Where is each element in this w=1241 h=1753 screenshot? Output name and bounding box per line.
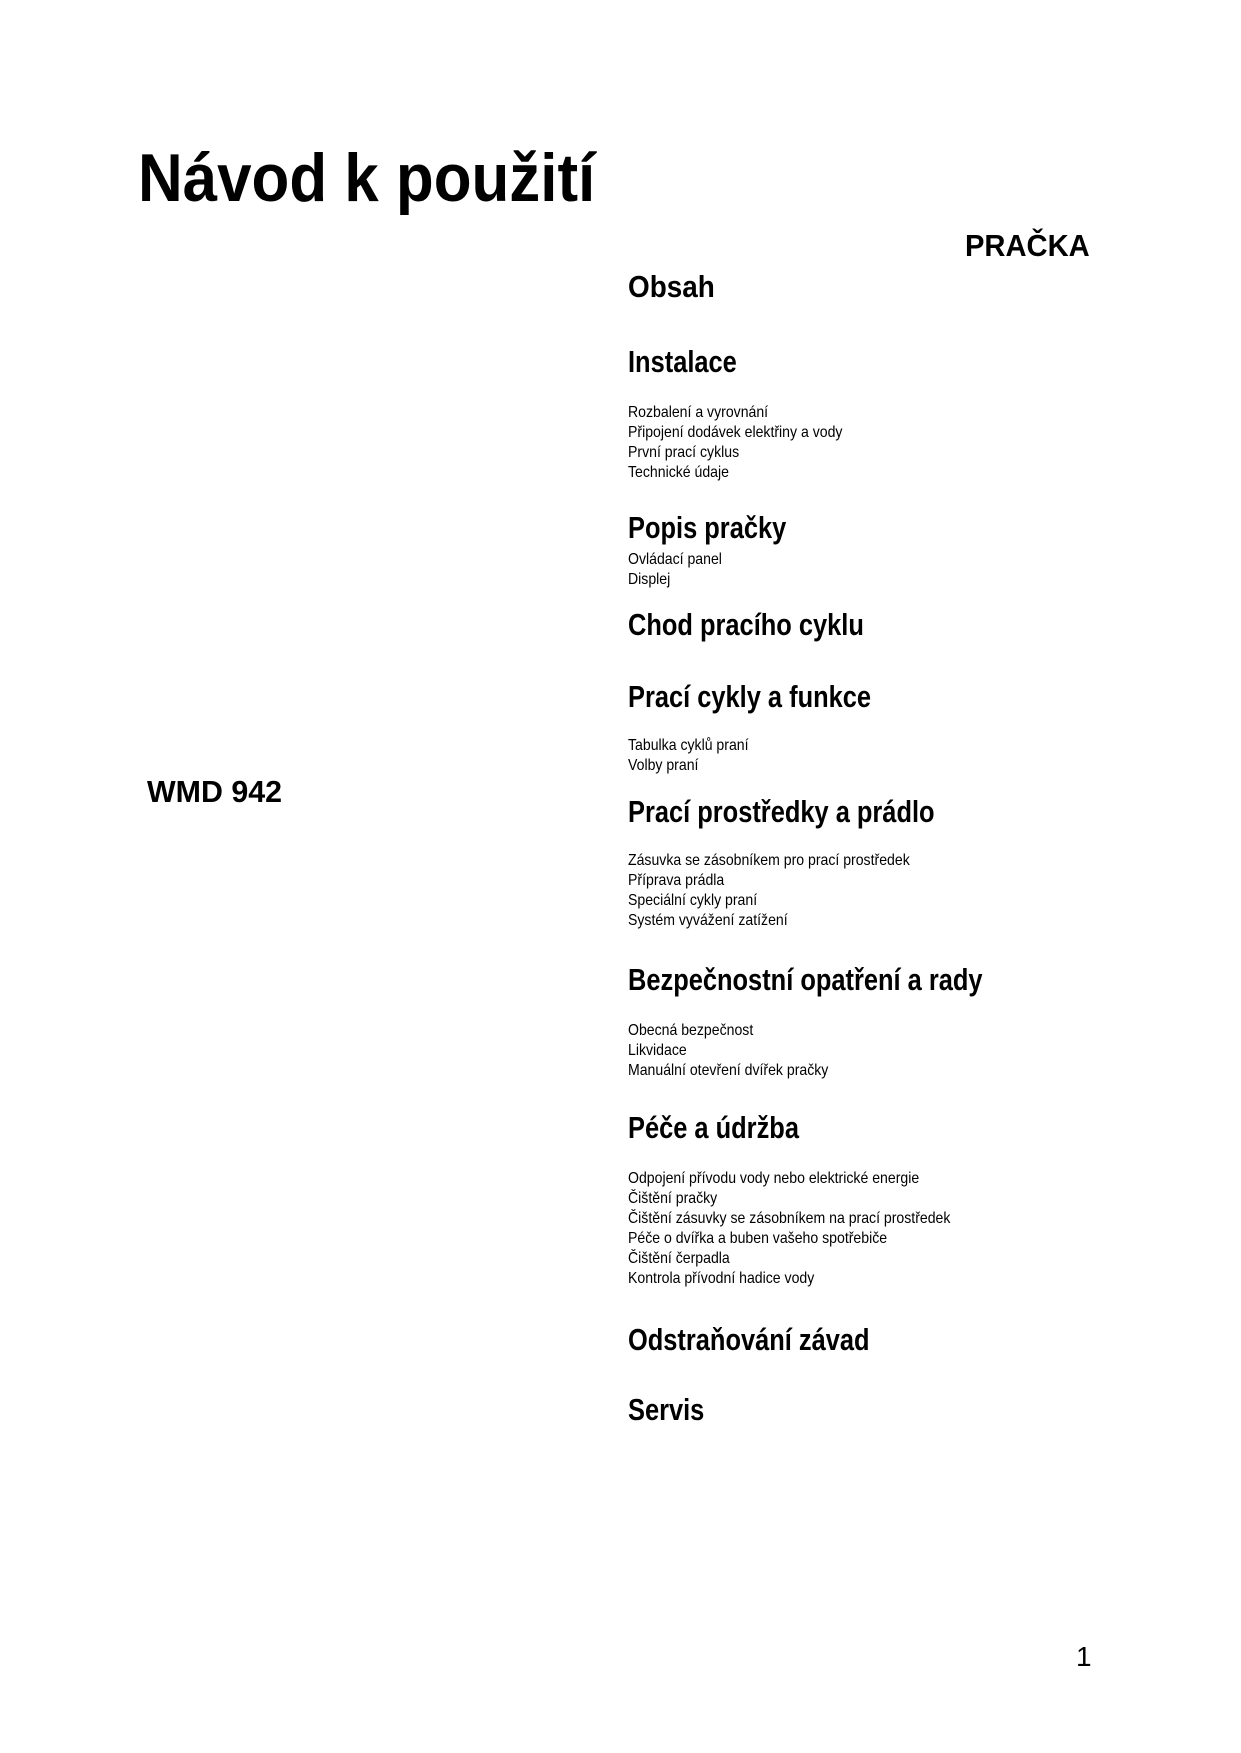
toc-section-heading: Odstraňování závad bbox=[628, 1322, 870, 1357]
toc-section-items bbox=[628, 851, 1188, 931]
appliance-type-label: PRAČKA bbox=[965, 228, 1090, 263]
toc-section-items bbox=[628, 736, 1188, 776]
toc-item: Připojení dodávek elektřiny a vody bbox=[628, 424, 843, 441]
toc-item: Péče o dvířka a buben vašeho spotřebiče bbox=[628, 1230, 888, 1247]
toc-section-heading: Popis pračky bbox=[628, 510, 787, 545]
toc-item: Obecná bezpečnost bbox=[628, 1022, 754, 1039]
toc-section bbox=[628, 1109, 1188, 1289]
toc-item: Ovládací panel bbox=[628, 551, 722, 568]
toc-section-heading: Servis bbox=[628, 1392, 705, 1427]
toc-section-items bbox=[628, 550, 1188, 590]
toc-section bbox=[628, 606, 1188, 644]
toc-sections bbox=[628, 343, 1188, 1429]
model-number: WMD 942 bbox=[147, 774, 283, 809]
toc-item: Příprava prádla bbox=[628, 872, 725, 889]
toc-item: Kontrola přívodní hadice vody bbox=[628, 1270, 815, 1287]
toc-item: Manuální otevření dvířek pračky bbox=[628, 1062, 829, 1079]
toc-item: Čištění pračky bbox=[628, 1190, 718, 1207]
toc-section-items bbox=[628, 1169, 1188, 1289]
toc-item: Displej bbox=[628, 571, 671, 588]
toc-item: Tabulka cyklů praní bbox=[628, 737, 749, 754]
toc-item: Odpojení přívodu vody nebo elektrické energie bbox=[628, 1170, 920, 1187]
toc-section-heading: Chod pracího cyklu bbox=[628, 607, 864, 642]
toc-item: Speciální cykly praní bbox=[628, 892, 758, 909]
toc-section bbox=[628, 961, 1188, 1081]
toc-section-heading: Prací cykly a funkce bbox=[628, 679, 872, 714]
toc-section-heading: Bezpečnostní opatření a rady bbox=[628, 962, 983, 997]
toc-section bbox=[628, 343, 1188, 483]
toc-title: Obsah bbox=[628, 269, 715, 304]
toc-item: Technické údaje bbox=[628, 464, 729, 481]
toc-section bbox=[628, 1321, 1188, 1359]
toc-section bbox=[628, 793, 1188, 931]
toc-item: Čištění zásuvky se zásobníkem na prací prostředek bbox=[628, 1210, 951, 1227]
toc-section bbox=[628, 1391, 1188, 1429]
toc-item: Čištění čerpadla bbox=[628, 1250, 730, 1267]
toc-section-items bbox=[628, 1021, 1188, 1081]
toc-section-heading: Péče a údržba bbox=[628, 1110, 799, 1145]
toc-item: Zásuvka se zásobníkem pro prací prostředek bbox=[628, 852, 910, 869]
toc-section bbox=[628, 678, 1188, 776]
toc-item: Volby praní bbox=[628, 757, 699, 774]
page-number: 1 bbox=[1076, 1641, 1092, 1672]
table-of-contents bbox=[628, 0, 1188, 1429]
toc-item: Rozbalení a vyrovnání bbox=[628, 404, 769, 421]
toc-section-items bbox=[628, 403, 1188, 483]
toc-section bbox=[628, 509, 1188, 590]
toc-section-heading: Instalace bbox=[628, 344, 737, 379]
toc-item: První prací cyklus bbox=[628, 444, 740, 461]
document-title: Návod k použití bbox=[138, 140, 596, 216]
toc-section-heading: Prací prostředky a prádlo bbox=[628, 794, 935, 829]
toc-item: Systém vyvážení zatížení bbox=[628, 912, 788, 929]
toc-item: Likvidace bbox=[628, 1042, 687, 1059]
